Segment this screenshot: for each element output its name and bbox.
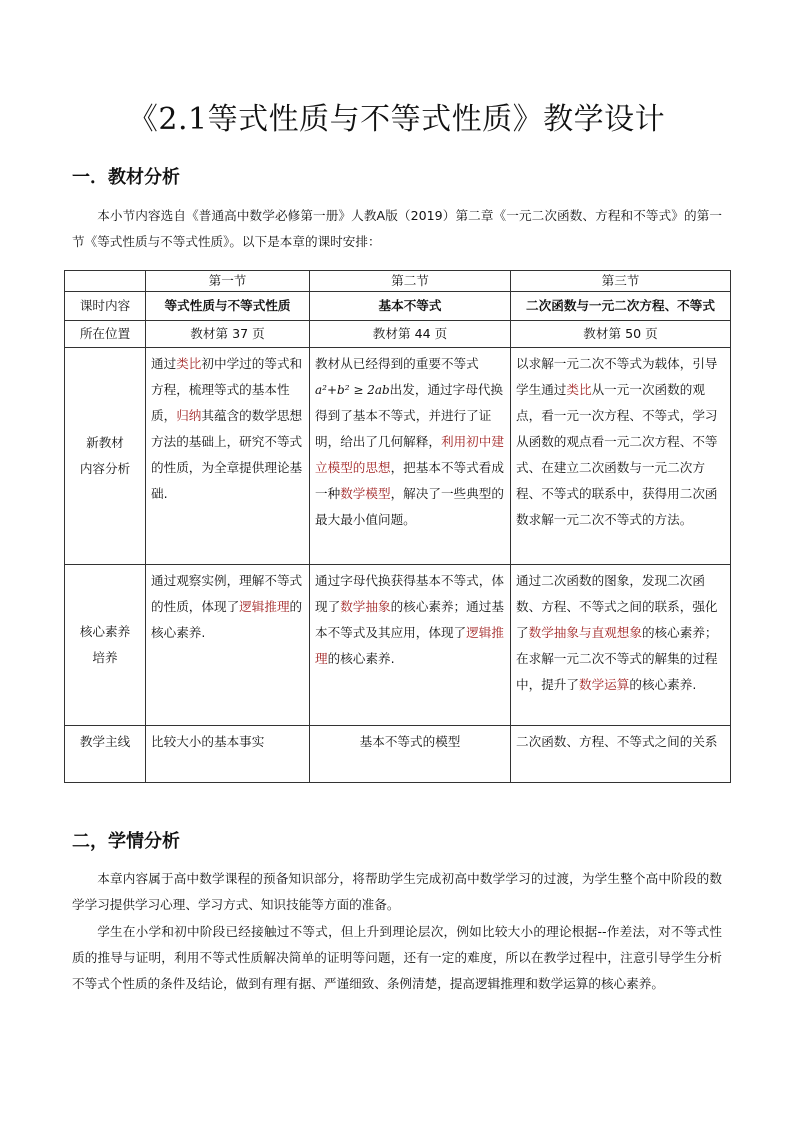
- emphasis-text: 数学抽象: [340, 599, 391, 614]
- lesson-schedule-table: [64, 270, 731, 783]
- header-cell-empty: [65, 271, 146, 292]
- emphasis-text: 逻辑推理: [239, 599, 290, 614]
- table-row-core-literacy: [65, 565, 731, 726]
- cell-literacy-3: [511, 565, 731, 726]
- table-row-location: [65, 321, 731, 348]
- section-heading-learner-analysis: 二，学情分析: [72, 831, 180, 852]
- section-heading-textbook-analysis: 一．教材分析: [72, 167, 180, 188]
- cell-literacy-2: [310, 565, 511, 726]
- emphasis-text: 数学运算: [578, 677, 630, 692]
- cell-content-1: 等式性质与不等式性质: [146, 292, 310, 321]
- text-run: 的核心素养.: [629, 677, 697, 692]
- learner-analysis-paragraph-1: 本章内容属于高中数学课程的预备知识部分，将帮助学生完成初高中数学学习的过渡，为学生整个高中阶段的数学学习提供学习心理、学习方式、知识技能等方面的准备。: [72, 871, 722, 912]
- table-row-content: [65, 292, 731, 321]
- row-label-line: 核心素养: [79, 624, 131, 639]
- cell-content-3: 二次函数与一元二次方程、不等式: [511, 292, 731, 321]
- emphasis-text: 数学模型: [340, 486, 391, 501]
- learner-analysis-paragraph-2: 学生在小学和初中阶段已经接触过不等式，但上升到理论层次，例如比较大小的理论根据--作差法，对不等式性质的推导与证明，利用不等式性质解决简单的证明等问题，还有一定的难度，所以在教学过程中，注意引导学生分析不等式个性质的条件及结论，做到有理有据、严谨细致、条例清楚，提高逻辑推理和数学运算的核心素养。: [72, 924, 722, 991]
- table-row-content-analysis: [65, 348, 731, 565]
- document-title: 《2.1等式性质与不等式性质》教学设计: [127, 102, 666, 137]
- cell-mainline-1: 比较大小的基本事实: [146, 726, 310, 783]
- header-cell-section-2: 第二节: [310, 271, 511, 292]
- cell-mainline-2: 基本不等式的模型: [310, 726, 511, 783]
- row-label-location: 所在位置: [65, 321, 146, 348]
- text-run: 初中学过的等式和方程，梳理等式的基本性质，: [151, 356, 303, 423]
- cell-content-2: 基本不等式: [310, 292, 511, 321]
- cell-literacy-1: [146, 565, 310, 726]
- text-run: 通过字母代换获得基本不等式，体现了: [315, 573, 504, 614]
- row-label-line: 新教材: [86, 435, 124, 450]
- text-run: ，解决了一些典型的最大最小值问题。: [315, 486, 504, 527]
- cell-analysis-1: [146, 348, 310, 565]
- text-run: 通过二次函数的图象，发现二次函数、方程、不等式之间的联系，强化了: [516, 573, 718, 640]
- text-run: 从一元一次函数的观点，看一元一次方程、不等式，学习从函数的观点看一元二次方程、不等式、在建立二次函数与一元二次方程、不等式的联系中，获得用二次函数求解一元二次不等式的方法。: [516, 382, 718, 527]
- text-run: 通过: [151, 356, 177, 371]
- text-run: 通过观察实例，理解不等式的性质，体现了: [151, 573, 303, 614]
- text-run: 以求解一元二次不等式为载体，引导学生通过: [516, 356, 718, 397]
- text-run: ，把基本不等式看成一种: [315, 460, 504, 501]
- emphasis-text: 归纳: [176, 408, 202, 423]
- cell-analysis-3: [511, 348, 731, 565]
- row-label-line: 内容分析: [79, 461, 131, 476]
- cell-analysis-2: [310, 348, 511, 565]
- cell-location-1: 教材第 37 页: [146, 321, 310, 348]
- row-label-line: 培养: [92, 650, 118, 665]
- row-label-content: 课时内容: [65, 292, 146, 321]
- intro-paragraph: 本小节内容选自《普通高中数学必修第一册》人教A版（2019）第二章《一元二次函数、方程和不等式》的第一节《等式性质与不等式性质》。以下是本章的课时安排：: [72, 208, 722, 249]
- math-formula: a²+b² ≥ 2ab: [315, 383, 390, 397]
- header-cell-section-3: 第三节: [511, 271, 731, 292]
- text-run: 的核心素养.: [151, 599, 303, 640]
- text-run: 出发，通过字母代换得到了基本不等式，并进行了证明，给出了几何解释，: [315, 382, 504, 449]
- text-run: 的核心素养；在求解一元二次不等式的解集的过程中，提升了: [516, 625, 718, 692]
- row-label-content-analysis: [65, 348, 146, 565]
- row-label-core-literacy: [65, 565, 146, 726]
- cell-location-3: 教材第 50 页: [511, 321, 731, 348]
- row-label-teaching-mainline: 教学主线: [65, 726, 146, 783]
- table-header-row: [65, 271, 731, 292]
- table-row-teaching-mainline: [65, 726, 731, 783]
- header-cell-section-1: 第一节: [146, 271, 310, 292]
- text-run: 的核心素养.: [327, 651, 395, 666]
- text-run: 的核心素养；通过基本不等式及其应用，体现了: [315, 599, 504, 640]
- cell-mainline-3: 二次函数、方程、不等式之间的关系: [511, 726, 731, 783]
- text-run: 教材从已经得到的重要不等式: [315, 356, 479, 371]
- emphasis-text: 数学抽象与直观想象: [528, 625, 642, 640]
- emphasis-text: 类比: [566, 382, 592, 397]
- emphasis-text: 逻辑推理: [315, 625, 504, 666]
- cell-location-2: 教材第 44 页: [310, 321, 511, 348]
- emphasis-text: 利用初中建立模型的思想: [315, 434, 504, 475]
- text-run: 其蕴含的数学思想方法的基础上，研究不等式的性质，为全章提供理论基础.: [151, 408, 303, 501]
- emphasis-text: 类比: [176, 356, 202, 371]
